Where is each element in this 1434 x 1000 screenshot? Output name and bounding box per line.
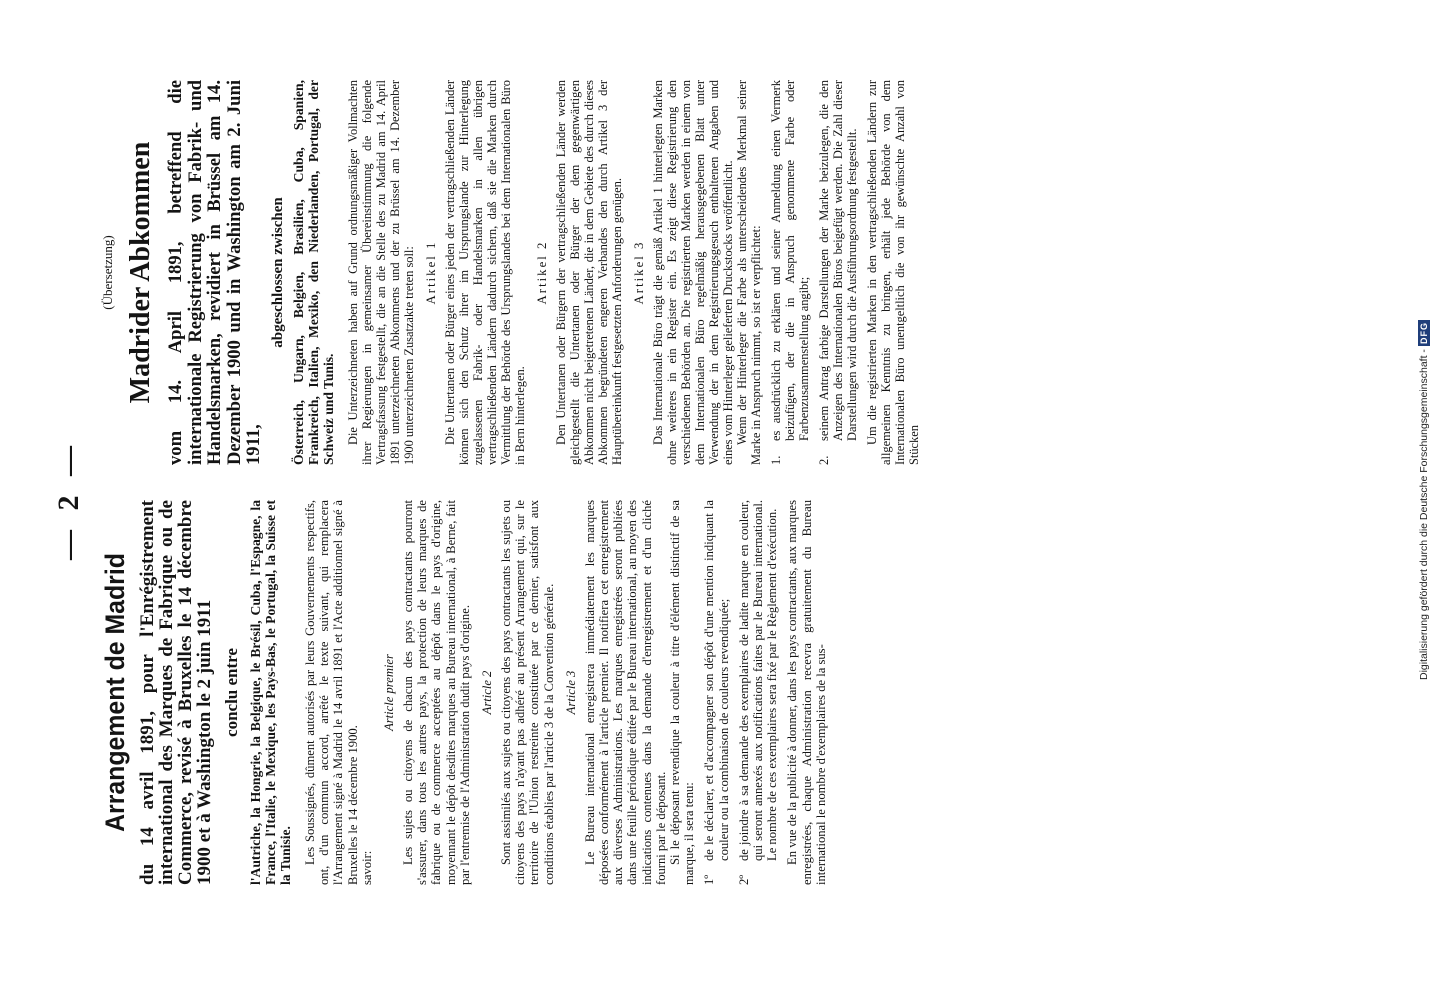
german-abgeschlossen: abgeschlossen zwischen <box>269 197 286 348</box>
french-article2-title: Article 2 <box>480 670 495 715</box>
french-conclu: conclu entre <box>222 648 241 737</box>
french-list-num-1: 1º <box>702 874 717 885</box>
german-column <box>100 80 1280 465</box>
french-article2-text: Sont assimilés aux sujets ou citoyens des pays contractants les sujets ou citoyens des pays n'ayant pas adhéré au présent Arrangement qui, sur le territoire de l'Union restreinte constituée par ce dernier, satisfont aux conditions établies par l'article 3 de la Convention générale. <box>499 500 556 885</box>
german-article1-title: Artikel 1 <box>423 240 438 305</box>
german-article3-text1: Das Internationale Büro trägt die gemäß Artikel 1 hinterlegten Marken ohne weiteres in ein Register ein. Es zeigt diese Registrierung den verschiedenen Behörden an. Die registrierten Marken werden in einem von dem Internationalen Büro regelmäßig herausgegebenen Blatt unter Verwendung der in dem Registrierungsgesuch enthaltenen Angaben und eines vom Hinterleger gelieferten Druckstocks veröffentlicht. <box>650 80 735 465</box>
german-list-num-2: 2. <box>816 455 831 465</box>
german-title: Madrider Abkommen <box>125 141 156 404</box>
german-subtitle: vom 14. April 1891, betreffend die internationale Registrierung von Fabrik- und Handelsmarken, revidiert in Brüssel am 14. Dezember 1900 und in Washington am 2. Juni 1911, <box>165 80 264 465</box>
page-number: — 2 — <box>52 440 85 560</box>
french-article3-title: Article 3 <box>563 670 578 715</box>
french-countries: l'Autriche, la Hongrie, la Belgique, le Brésil, Cuba, l'Espagne, la France, l'Italie, le Mexique, les Pays-Bas, le Portugal, la Suisse et la Tunisie. <box>248 500 293 885</box>
german-overline: (Übersetzung) <box>100 235 115 310</box>
french-list-item-2 <box>737 500 780 885</box>
german-list-text-1: es ausdrücklich zu erklären und seiner Anmeldung einen Vermerk beizufügen, der die in Anspruch genommene Farbe oder Farbenzusammenstellung angibt; <box>768 80 811 441</box>
digitization-note <box>1418 0 1430 1000</box>
german-list-text-2: seinem Antrag farbige Darstellungen der Marke beizulegen, die den Anzeigen des Internationalen Büros beigefügt werden. Die Zahl dieser Darstellungen wird durch die Ausführungsordnung festgestellt. <box>816 80 859 441</box>
german-article3-text2: Wenn der Hinterleger die Farbe als unterscheidendes Merkmal seiner Marke in Anspruch nimmt, so ist er verpflichtet: <box>734 80 763 465</box>
german-list-num-1: 1. <box>768 455 783 465</box>
german-article1-text: Die Untertanen oder Bürger eines jeden der vertragschließenden Länder können sich den Schutz ihrer im Ursprungslande zur Hinterlegung zugelassenen Fabrik- oder Handelsmarken in allen übrigen vertragschließenden Ländern dadurch sichern, daß sie die Marken durch Vermittlung der Behörde des Ursprungslandes bei dem Internationalen Büro in Bern hinterlegen. <box>442 80 527 465</box>
french-preamble: Les Soussignés, dûment autorisés par leurs Gouvernements respectifs, ont, d'un commun accord, arrêté le texte suivant, qui remplacera l'Arrangement signé à Madrid le 14 avril 1891 et l'Acte additionnel signé à Bruxelles le 14 décembre 1900. <box>303 500 360 885</box>
german-countries: Österreich, Ungarn, Belgien, Brasilien, Cuba, Spanien, Frankreich, Italien, Mexiko, den Niederlanden, Portugal, der Schweiz und Tunis. <box>290 80 336 465</box>
digitization-text: Digitalisierung gefördert durch die Deutsche Forschungsgemeinschaft - <box>1418 349 1430 681</box>
german-article2-text: Den Untertanen oder Bürgern der vertragschließenden Länder werden gleichgestellt die Untertanen oder Bürger der dem gegenwärtigen Abkommen nicht beigetretenen Länder, die in dem Gebiete des durch dieses Abkommen begründeten engeren Verbandes den durch Artikel 3 der Hauptübereinkunft festgesetzten Anforderungen genügen. <box>553 80 624 465</box>
french-list-text-1: de le déclarer, et d'accompagner son dépôt d'une mention indiquant la couleur ou la combinaison de couleurs revendiquée; <box>702 500 731 861</box>
german-article2-title: Artikel 2 <box>534 240 549 305</box>
scanned-page <box>40 0 1300 1000</box>
german-list-item-1 <box>769 80 811 465</box>
french-article3-text2: Si le déposant revendique la couleur à titre d'élément distinctif de sa marque, il sera tenu: <box>668 500 697 885</box>
french-title: Arrangement de Madrid <box>100 553 130 832</box>
french-list-text-2: de joindre à sa demande des exemplaires de ladite marque en couleur, qui seront annexés aux notifications faites par le Bureau international. Le nombre de ces exemplaires sera fixé par le Règlement d'exécution. <box>736 500 780 861</box>
german-preamble: Die Unterzeichneten haben auf Grund ordnungsmäßiger Vollmachten ihrer Regierungen in gemeinsamer Übereinstimmung die folgende Vertragsfassung festgestellt, die an die Stelle des zu Madrid am 14. April 1891 unterzeichneten Abkommens und der zu Brüssel am 14. Dezember 1900 unterzeichneten Zusatzakte treten soll: <box>345 80 416 465</box>
french-article1-text: Les sujets ou citoyens de chacun des pays contractants pourront s'assurer, dans tous les autres pays, la protection de leurs marques de fabrique ou de commerce acceptées au dépôt dans le pays d'origine, moyennant le dépôt desdites marques au Bureau international, à Berne, fait par l'entremise de l'Administration dudit pays d'origine. <box>401 500 472 885</box>
german-list-item-2 <box>817 80 859 465</box>
french-subtitle: du 14 avril 1891, pour l'Enrégistrement international des Marques de Fabrique ou de Commerce, revisé à Bruxelles le 14 décembre 1900 et à Washington le 2 juin 1911 <box>137 500 215 885</box>
french-preamble-end: savoir: <box>359 850 374 885</box>
french-article3-text1: Le Bureau international enregistrera immédiatement les marques déposées conformément à l'article premier. Il notifiera cet enregistrement aux diverses Administrations. Les marques enregistrées seront publiées dans une feuille périodique éditée par le Bureau international, au moyen des indications contenues dans la demande d'enregistrement et d'un cliché fourni par le déposant. <box>582 500 668 885</box>
french-list-num-2: 2º <box>736 874 751 885</box>
german-article3-title: Artikel 3 <box>631 240 646 305</box>
german-article3-text3: Um die registrierten Marken in den vertragschließenden Ländern zur allgemeinen Kenntnis zu bringen, erhält jede Behörde von dem Internationalen Büro unentgeltlich die von ihr gewünschte Anzahl von Stücken <box>864 80 921 465</box>
dfg-logo: DFG <box>1419 321 1429 344</box>
french-column <box>100 500 1280 885</box>
french-article1-title: Article premier <box>382 654 397 731</box>
french-list-item-1 <box>702 500 730 885</box>
french-article3-text3: En vue de la publicité à donner, dans les pays contractants, aux marques enregistrées, chaque Administration recevra gratuitement du Bureau international le nombre d'exemplaires de la sus- <box>785 500 828 885</box>
